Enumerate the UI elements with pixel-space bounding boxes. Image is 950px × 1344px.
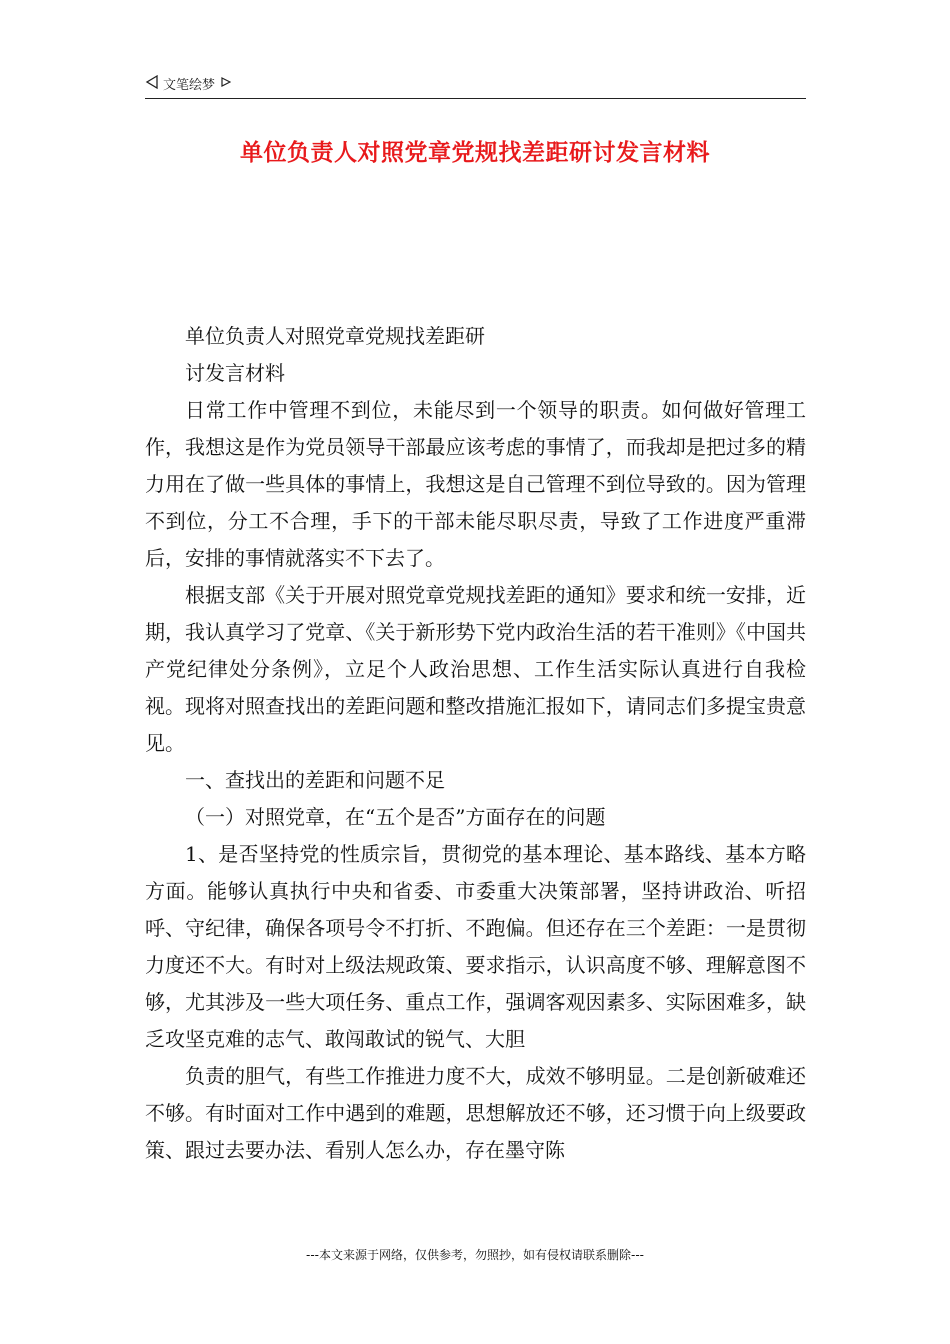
section-heading: 一、查找出的差距和问题不足 — [185, 768, 445, 792]
document-body — [145, 318, 806, 1169]
page-footer: ---本文来源于网络，仅供参考，勿照抄，如有侵权请联系删除--- — [306, 1248, 644, 1262]
left-triangle-icon — [145, 75, 159, 93]
paragraph: 根据支部《关于开展对照党章党规找差距的通知》要求和统一安排，近期，我认真学习了党章、《关于新形势下党内政治生活的若干准则》《中国共产党纪律处分条例》，立足个人政治思想、工作生活实际认真进行自我检视。现将对照查找出的差距问题和整改措施汇报如下，请同志们多提宝贵意见。 — [145, 583, 806, 755]
header-brand: 文笔绘梦 — [163, 78, 216, 93]
right-triangle-icon — [221, 76, 231, 91]
paragraph: 负责的胆气，有些工作推进力度不大，成效不够明显。二是创新破难还不够。有时面对工作中遇到的难题，思想解放还不够，还习惯于向上级要政策、跟过去要办法、看别人怎么办，存在墨守陈 — [145, 1064, 806, 1162]
paragraph: 单位负责人对照党章党规找差距研 — [185, 324, 485, 348]
paragraph: 1、是否坚持党的性质宗旨，贯彻党的基本理论、基本路线、基本方略方面。能够认真执行中央和省委、市委重大决策部署，坚持讲政治、听招呼、守纪律，确保各项号令不打折、不跑偏。但还存在三个差距：一是贯彻力度还不大。有时对上级法规政策、要求指示，认识高度不够、理解意图不够，尤其涉及一些大项任务、重点工作，强调客观因素多、实际困难多，缺乏攻坚克难的志气、敢闯敢试的锐气、大胆 — [145, 842, 806, 1051]
paragraph: 讨发言材料 — [185, 361, 285, 385]
page-header — [145, 74, 806, 99]
subsection-heading: （一）对照党章，在“五个是否”方面存在的问题 — [185, 805, 606, 829]
paragraph: 日常工作中管理不到位，未能尽到一个领导的职责。如何做好管理工作，我想这是作为党员领导干部最应该考虑的事情了，而我却是把过多的精力用在了做一些具体的事情上，我想这是自己管理不到位导致的。因为管理不到位，分工不合理，手下的干部未能尽职尽责，导致了工作进度严重滞后，安排的事情就落实不下去了。 — [145, 398, 806, 570]
document-title: 单位负责人对照党章党规找差距研讨发言材料 — [240, 139, 710, 166]
